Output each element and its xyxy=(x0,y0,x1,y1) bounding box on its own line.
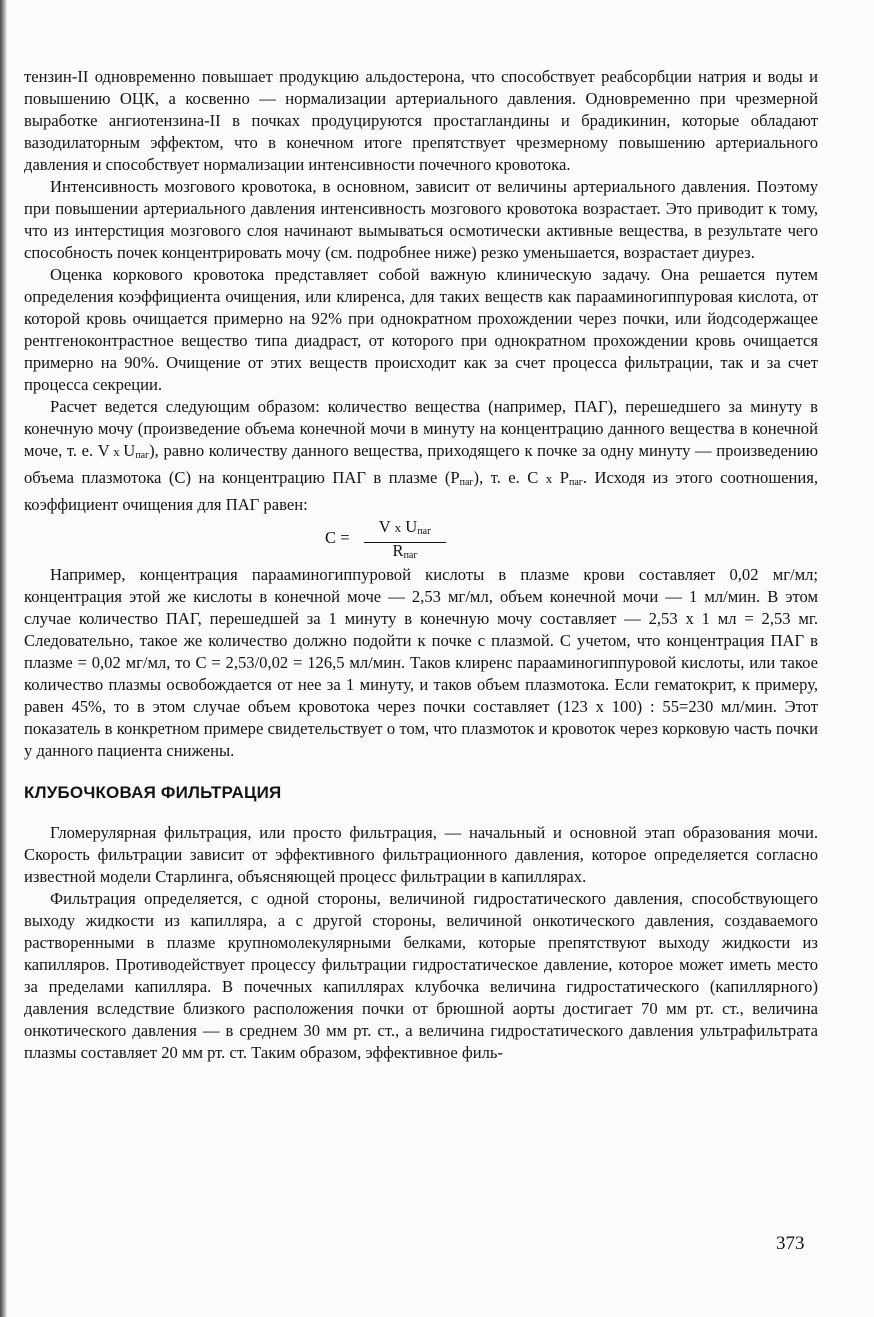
book-spine-edge xyxy=(0,0,7,1317)
page-body xyxy=(24,66,818,1064)
paragraph-glomerular-filtration: Гломерулярная фильтрация, или просто фильтрация, — начальный и основной этап образования мочи. Скорость фильтрации зависит от эффективного фильтрационного давления, которое определяется согласно известной модели Старлинга, объясняющей процесс фильтрации в капиллярах. xyxy=(24,823,818,886)
page-number: 373 xyxy=(776,1233,805,1254)
formula-lhs: C = xyxy=(325,528,350,547)
paragraph-medullary-flow: Интенсивность мозгового кровотока, в основном, зависит от величины артериального давления. Поэтому при повышении артериального давления интенсивность мозгового кровотока возрастает. Это приводит к тому, что из интерстиция мозгового слоя начинают вымываться осмотически активные вещества, в результате чего способность почек концентрировать мочу (см. подробнее ниже) резко уменьшается, возрастает диурез. xyxy=(24,177,818,262)
paragraph-cortical-flow: Оценка коркового кровотока представляет собой важную клиническую задачу. Она решается путем определения коэффициента очищения, или клиренса, для таких веществ как парааминогиппуровая кислота, от которой кровь очищается примерно на 92% при однократном прохождении через почки, или йодсодержащее рентгеноконтрастное вещество типа диадраст, от которого при однократном прохождении кровь очищается примерно на 90%. Очищение от этих веществ происходит как за счет процесса фильтрации, так и за счет процесса секреции. xyxy=(24,265,818,394)
paragraph-filtration-pressure: Фильтрация определяется, с одной стороны, величиной гидростатического давления, способствующего выходу жидкости из капилляра, а с другой стороны, величиной онкотического давления, создаваемого растворенными в плазме крупномолекулярными белками, которые препятствуют выходу жидкости из капилляров. Противодействует процессу фильтрации гидростатическое давление, которое может иметь место за пределами капилляра. В почечных капиллярах клубочка величина гидростатического (капиллярного) давления вследствие близкого расположения почки от брюшной аорты достигает 70 мм рт. ст., величина онкотического давления — в среднем 30 мм рт. ст., а величина гидростатического давления ультрафильтрата плазмы составляет 20 мм рт. ст. Таким образом, эффективное филь- xyxy=(24,889,818,1062)
clearance-formula xyxy=(24,516,818,564)
paragraph-angiotensin: тензин-II одновременно повышает продукцию альдостерона, что способствует реабсорбции натрия и воды и повышению ОЦК, а косвенно — нормализации артериального давления. Одновременно при чрезмерной выработке ангиотензина-II в почках продуцируются простагландины и брадикинин, которые обладают вазодилаторным эффектом, что в конечном итоге препятствует чрезмерному повышению артериального давления и способствует нормализации интенсивности почечного кровотока. xyxy=(24,67,818,174)
formula-denominator: $R_{паг}$ xyxy=(392,541,418,561)
section-heading: КЛУБОЧКОВАЯ ФИЛЬТРАЦИЯ xyxy=(24,783,282,802)
paragraph-calculation: Расчет ведется следующим образом: количество вещества (например, ПАГ), перешедшего за минуту в конечную мочу (произведение объема конечной мочи в минуту на концентрацию данного вещества в конечной моче, т. е. V x $U_{паг}$), равно количеству данного вещества, приходящего к почке за одну минуту — произведению объема плазмотока (С) на концентрацию ПАГ в плазме $(P_{паг})$, т. е. С x $P_{паг}$. Исходя из этого соотношения, коэффициент очищения для ПАГ равен: xyxy=(24,397,818,514)
formula-numerator: V x $U_{паг}$ xyxy=(364,517,446,543)
paragraph-example: Например, концентрация парааминогиппуровой кислоты в плазме крови составляет 0,02 мг/мл; концентрация этой же кислоты в конечной моче — 2,53 мг/мл, объем конечной мочи — 1 мл/мин. В этом случае количество ПАГ, перешедшей за 1 минуту в конечную мочу составляет — 2,53 x 1 мл = 2,53 мг. Следовательно, такое же количество должно подойти к почке с плазмой. С учетом, что концентрация ПАГ в плазме = 0,02 мг/мл, то С = 2,53/0,02 = 126,5 мл/мин. Таков клиренс парааминогиппуровой кислоты, или такое количество плазмы освобождается от нее за 1 минуту, и таков объем плазмотока. Если гематокрит, к примеру, равен 45%, то в этом случае объем кровотока через почки составляет (123 x 100) : 55=230 мл/мин. Этот показатель в конкретном примере свидетельствует о том, что плазмоток и кровоток через корковую часть почки у данного пациента снижены. xyxy=(24,565,818,760)
